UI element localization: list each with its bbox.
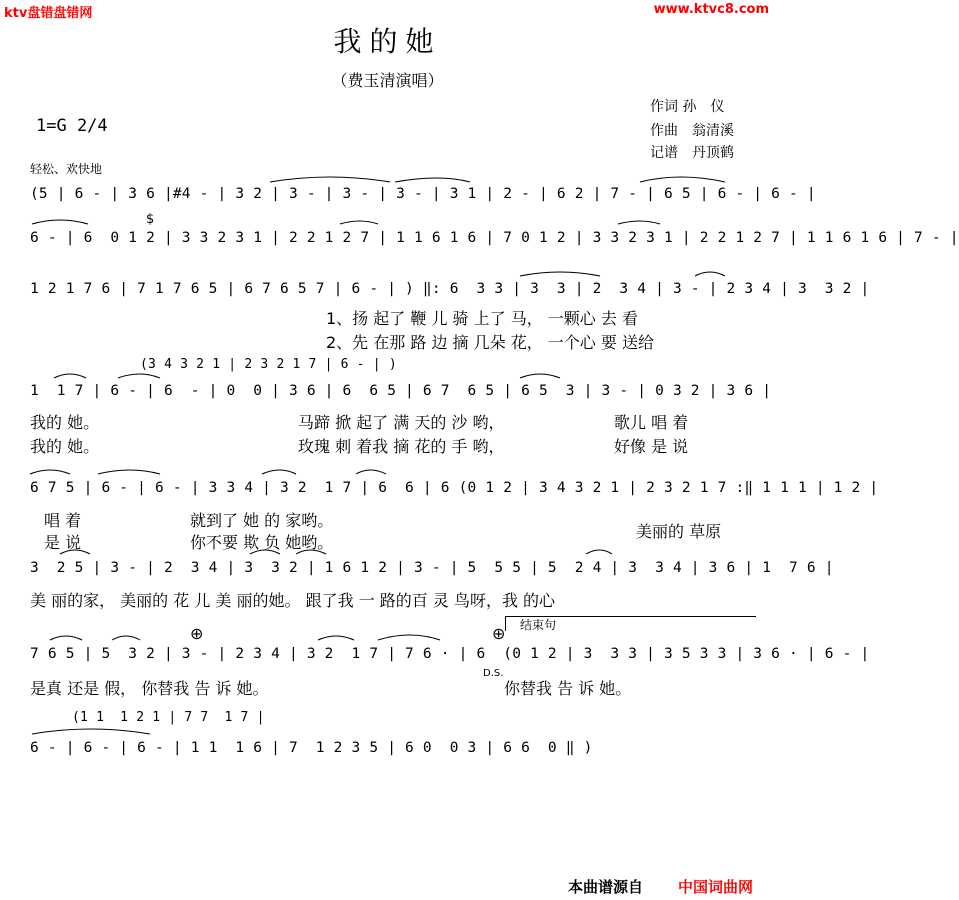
footer-source: 本曲谱源自 [568, 878, 644, 896]
coda-sign-2: ⊕ [492, 624, 506, 643]
lyric-line-5-verse-2-b: 你不要 欺 负 她哟。 [190, 533, 334, 552]
tie-l5-b [98, 470, 160, 474]
tie-l1-c [640, 177, 725, 182]
tie-l7-b [112, 636, 140, 640]
tie-l5-d [356, 470, 386, 474]
tie-l7-d [378, 635, 440, 640]
dal-segno: D.S. [483, 668, 504, 679]
lyric-line-4-verse-2-c: 好像 是 说 [614, 437, 689, 456]
lyric-line-4-verse-2-b: 玫瑰 刺 着我 摘 花的 手 哟， [298, 437, 505, 456]
tie-l5-c [262, 470, 296, 474]
tie-l4-c [520, 374, 560, 378]
staff-line-7: 7 6 5 | 5 3 2 | 3 - | 2 3 4 | 3 2 1 7 | 7 6 · | 6 (0 1 2 | 3 3 3 | 3 5 3 3 | 3 6 · | 6 - | [30, 646, 870, 662]
staff-line-6: 3 2 5 | 3 - | 2 3 4 | 3 3 2 | 1 6 1 2 | 3 - | 5 5 5 | 5 2 4 | 3 3 4 | 3 6 | 1 7 6 | [30, 560, 834, 576]
lyric-line-5-refrain: 美丽的 草原 [636, 522, 722, 541]
tie-l2-b [340, 221, 378, 224]
lyricist-credit: 作词 孙 仪 [650, 99, 725, 115]
lyric-line-7-b: 你替我 告 诉 她。 [504, 679, 632, 698]
lyric-line-7-a: 是真 还是 假， 你替我 告 诉 她。 [30, 679, 269, 698]
watermark-left: ktv盘错盘错网 [4, 6, 93, 21]
staff-line-1: (5 | 6 - | 3 6 |#4 - | 3 2 | 3 - | 3 - | 3 - | 3 1 | 2 - | 6 2 | 7 - | 6 5 | 6 - | 6 - | [30, 186, 816, 202]
staff-line-8: 6 - | 6 - | 6 - | 1 1 1 6 | 7 1 2 3 5 | 6 0 0 3 | 6 6 0 ‖ ) [30, 740, 593, 756]
lyric-line-5-verse-2-a: 是 说 [44, 533, 82, 552]
ending-label: 结束句 [520, 618, 557, 632]
tie-l4-a [54, 374, 86, 378]
tempo-marking: 轻松、欢快地 [30, 162, 103, 176]
tie-l1-b [395, 178, 470, 182]
lyric-line-5-verse-1-b: 就到了 她 的 家哟。 [190, 511, 334, 530]
tie-l7-c [318, 636, 354, 640]
lyric-line-5-verse-1-a: 唱 着 [44, 511, 82, 530]
lyric-line-3-verse-1: 1、扬 起了 鞭 儿 骑 上了 马， 一颗心 去 看 [326, 309, 638, 328]
tie-l5-a [30, 470, 70, 474]
song-title: 我的她 [333, 25, 442, 58]
lyric-line-3-verse-2: 2、先 在那 路 边 摘 几朵 花， 一个心 要 送给 [326, 333, 654, 352]
key-signature: 1=G 2/4 [36, 116, 108, 136]
staff-line-2: 6 - | 6 0 1 2 | 3 3 2 3 1 | 2 2 1 2 7 | 1 1 6 1 6 | 7 0 1 2 | 3 3 2 3 1 | 2 2 1 2 7 | 1 1 6 1 6 | 7 - | [30, 230, 959, 246]
staff-line-4-interlude: (3 4 3 2 1 | 2 3 2 1 7 | 6 - | ) [140, 357, 397, 372]
footer-site: 中国词曲网 [678, 878, 754, 896]
tie-l6-d [586, 550, 612, 554]
tie-l7-a [50, 636, 82, 640]
lyric-line-4-verse-2-a: 我的 她。 [30, 437, 100, 456]
composer-credit: 作曲 翁清溪 [650, 123, 734, 139]
tie-l8-a [32, 729, 150, 734]
tie-l1-a [270, 177, 390, 182]
staff-line-5: 6 7 5 | 6 - | 6 - | 3 3 4 | 3 2 1 7 | 6 6 | 6 (0 1 2 | 3 4 3 2 1 | 2 3 2 1 7 :‖ 1 1 1 | 1 2 | [30, 480, 879, 496]
staff-line-8-interlude: (1 1 1 2 1 | 7 7 1 7 | [72, 710, 265, 725]
transcriber-credit: 记谱 丹顶鹤 [650, 145, 734, 161]
tie-l4-b [118, 374, 160, 378]
tie-l3-a [520, 272, 600, 276]
lyric-line-4-verse-1-a: 我的 她。 [30, 413, 100, 432]
lyric-line-4-verse-1-b: 马蹄 掀 起了 满 天的 沙 哟， [298, 413, 505, 432]
tie-l2-c [618, 221, 660, 224]
lyric-line-6: 美 丽的家， 美丽的 花 儿 美 丽的她。 跟了我 一 路的百 灵 鸟呀，我 的心 [30, 591, 556, 610]
coda-sign-1: ⊕ [190, 624, 204, 643]
staff-line-4: 1 1 7 | 6 - | 6 - | 0 0 | 3 6 | 6 6 5 | 6 7 6 5 | 6 5 3 | 3 - | 0 3 2 | 3 6 | [30, 383, 772, 399]
tie-l2-a [32, 220, 88, 224]
lyric-line-4-verse-1-c: 歌儿 唱 着 [614, 413, 689, 432]
segno-sign: $ [146, 212, 155, 227]
watermark-right: www.ktvc8.com [653, 2, 769, 17]
tie-l3-b [695, 272, 725, 276]
staff-line-3: 1 2 1 7 6 | 7 1 7 6 5 | 6 7 6 5 7 | 6 - | ) ‖: 6 3 3 | 3 3 | 2 3 4 | 3 - | 2 3 4 | 3 3 2 | [30, 281, 870, 297]
song-subtitle: （费玉清演唱） [331, 71, 444, 90]
